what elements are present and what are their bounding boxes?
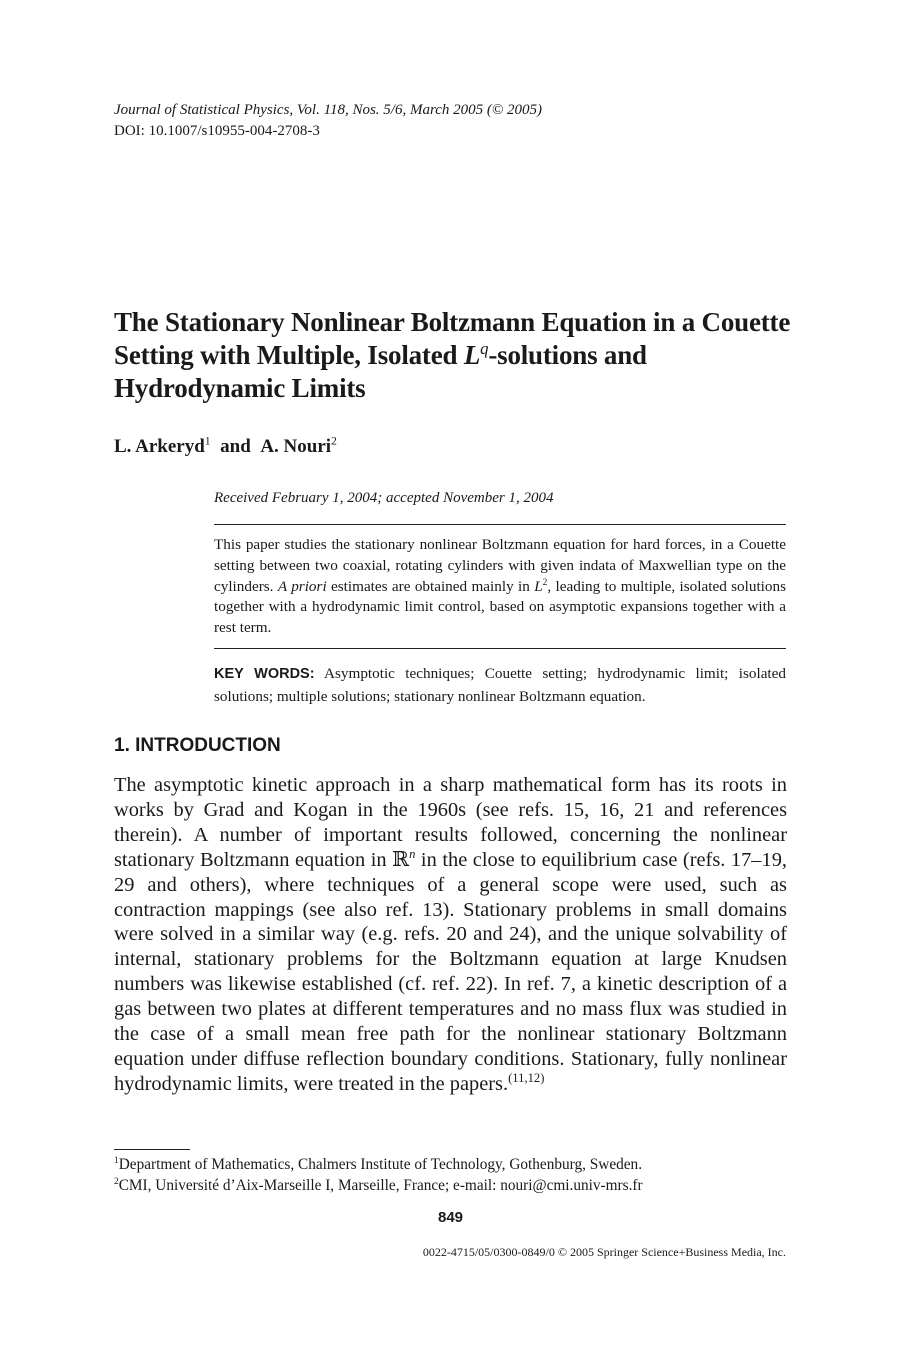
abstract	[214, 535, 786, 639]
abstract-text-2: estimates are obtained mainly in	[326, 577, 535, 595]
author-2: A. Nouri	[260, 436, 332, 457]
section-heading: 1. INTRODUCTION	[114, 735, 281, 756]
footnote-2	[114, 1175, 794, 1196]
abstract-text-1: This paper studies the stationary nonlinear Boltzmann equation for hard forces, in a Couette setting between two coaxial, rotating cylinders with given indata of Maxwellian type on the cylinders.	[214, 536, 786, 595]
intro-math-sup: n	[409, 846, 416, 861]
copyright-line: 0022-4715/05/0300-0849/0 © 2005 Springer Science+Business Media, Inc.	[422, 1245, 786, 1259]
introduction-body	[114, 773, 787, 1097]
authors-and: and	[220, 436, 251, 457]
title-math: L	[463, 340, 481, 370]
abstract-text-3: , leading to multiple, isolated solutions together with a hydrodynamic limit control, based on asymptotic expansions together with a rest term.	[214, 577, 787, 637]
footnote-1-mark: 1	[114, 1155, 119, 1166]
page-number: 849	[437, 1209, 464, 1226]
intro-text-1: The asymptotic kinetic approach in a sharp mathematical form has its roots in works by Grad and Kogan in the 1960s (see refs. 15, 16, 21 and references therein). A number of important results followed, concerning the nonlinear stationary Boltzmann equation in	[114, 774, 787, 871]
footnotes	[114, 1154, 794, 1196]
footnote-2-text: CMI, Université d’Aix-Marseille I, Marseille, France; e-mail: nouri@cmi.univ-mrs.fr	[118, 1177, 643, 1194]
author-1: L. Arkeryd	[114, 436, 205, 457]
intro-citation: (11,12)	[508, 1071, 545, 1086]
abstract-italic: A priori	[277, 577, 327, 595]
intro-math: ℝ	[392, 848, 410, 871]
author-2-affiliation: 2	[331, 434, 337, 448]
journal-citation: Journal of Statistical Physics, Vol. 118, Nos. 5/6, March 2005 (© 2005)	[114, 102, 543, 118]
keywords	[214, 663, 786, 707]
keywords-label: KEY WORDS:	[214, 666, 315, 682]
paper-title	[114, 306, 814, 405]
abstract-top-rule	[214, 524, 786, 525]
author-1-affiliation: 1	[204, 434, 211, 448]
introduction-paragraph	[114, 773, 787, 1097]
title-part-2: -solutions and Hydrodynamic Limits	[114, 340, 647, 403]
authors	[114, 436, 337, 458]
title-part-1: The Stationary Nonlinear Boltzmann Equation in a Couette Setting with Multiple, Isolated	[114, 307, 791, 370]
intro-text-2: in the close to equilibrium case (refs. 17–19, 29 and others), where techniques of a general scope were used, such as contraction mappings (see also ref. 13). Stationary problems in small domains were solved in a similar way (e.g. refs. 20 and 24), and the unique solvability of internal, stationary problems for the Boltzmann equation at large Knudsen numbers was likewise established (cf. ref. 22). In ref. 7, a kinetic description of a gas between two plates at different temperatures and no mass flux was studied in the case of a small mean free path for the nonlinear stationary Boltzmann equation under diffuse reflection boundary conditions. Stationary, fully nonlinear hydrodynamic limits, were treated in the papers.	[114, 848, 787, 1095]
title-math-sup: q	[480, 339, 489, 358]
footnote-2-mark: 2	[114, 1176, 119, 1187]
abstract-math: L	[534, 577, 543, 595]
footnote-rule	[114, 1149, 190, 1150]
received-dates: Received February 1, 2004; accepted November 1, 2004	[214, 490, 554, 506]
footnote-1-text: Department of Mathematics, Chalmers Institute of Technology, Gothenburg, Sweden.	[118, 1156, 643, 1173]
journal-header	[114, 100, 542, 142]
abstract-math-sup: 2	[542, 577, 548, 588]
abstract-bottom-rule	[214, 648, 786, 649]
keywords-text: Asymptotic techniques; Couette setting; hydrodynamic limit; isolated solutions; multiple solutions; stationary nonlinear Boltzmann equation.	[214, 665, 786, 705]
footnote-1	[114, 1154, 794, 1175]
doi: DOI: 10.1007/s10955-004-2708-3	[114, 123, 320, 139]
